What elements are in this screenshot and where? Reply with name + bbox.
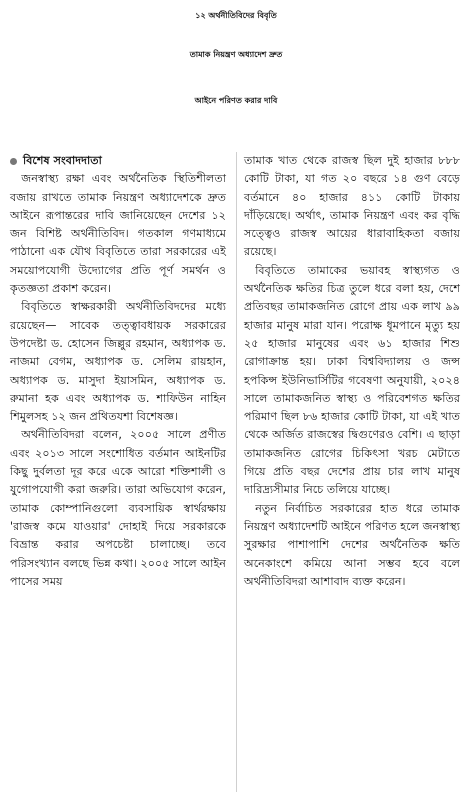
- article-paragraph: বিবৃতিতে স্বাক্ষরকারী অর্থনীতিবিদদের মধ্যে রয়েছেন— সাবেক তত্ত্বাবধায়ক সরকারের উপদেষ্টা ড. হোসেন জিল্লুর রহমান, অধ্যাপক ড. নাজমা বেগম, অধ্যাপক ড. সেলিম রায়হান, অধ্যাপক ড. মাসুদা ইয়াসমিন, অধ্যাপক ড. রুমানা হক এবং অধ্যাপক ড. শাফিউন নাহিন শিমুলসহ ১২ জন প্রথিতযশা বিশেষজ্ঞ।: [10, 300, 226, 424]
- byline: [10, 152, 226, 170]
- article-column-left: [10, 152, 226, 591]
- headline-line-1: তামাক নিয়ন্ত্রণ অধ্যাদেশ দ্রুত: [189, 50, 283, 59]
- article-paragraph: নতুন নির্বাচিত সরকারের হাত ধরে তামাক নিয়ন্ত্রণ অধ্যাদেশটি আইনে পরিণত হলে জনস্বাস্থ্য সুরক্ষার পাশাপাশি দেশের অর্থনৈতিক ক্ষতি অনেকাংশে কমিয়ে আনা সম্ভব হবে বলে অর্থনীতিবিদরা আশাবাদ ব্যক্ত করেন।: [244, 501, 460, 588]
- article-paragraph: অর্থনীতিবিদরা বলেন, ২০০৫ সালে প্রণীত এবং ২০১৩ সালে সংশোধিত বর্তমান আইনটির কিছু দুর্বলতা দূর করে একে আরো শক্তিশালী ও যুগোপযোগী করা জরুরি। তারা অভিযোগ করেন, তামাক কোম্পানিগুলো ব্যবসায়িক স্বার্থরক্ষায় 'রাজস্ব কমে যাওয়ার' দোহাই দিয়ে সরকারকে বিভ্রান্ত করার অপচেষ্টা চালাচ্ছে। তবে পরিসংখ্যান বলছে ভিন্ন কথা। ২০০৫ সালে আইন পাসের সময়: [10, 428, 226, 588]
- article-column-right: [244, 152, 460, 591]
- column-divider: [236, 152, 237, 792]
- article-headline: [0, 32, 472, 124]
- byline-text: বিশেষ সংবাদদাতা: [23, 154, 102, 167]
- article-paragraph: জনস্বাস্থ্য রক্ষা এবং অর্থনৈতিক স্থিতিশীলতা বজায় রাখতে তামাক নিয়ন্ত্রণ অধ্যাদেশকে দ্রুত আইনে রূপান্তরের দাবি জানিয়েছেন দেশের ১২ জন বিশিষ্ট অর্থনীতিবিদ। গতকাল গণমাধ্যমে পাঠানো এক যৌথ বিবৃতিতে তারা সরকারের এই সময়োপযোগী উদ্যোগের প্রতি পূর্ণ সমর্থন ও কৃতজ্ঞতা প্রকাশ করেন।: [10, 172, 226, 296]
- article-kicker: ১২ অর্থনীতিবিদের বিবৃতি: [195, 11, 277, 20]
- bullet-icon: [10, 158, 17, 165]
- article-paragraph: তামাক খাত থেকে রাজস্ব ছিল দুই হাজার ৮৮৮ কোটি টাকা, যা গত ২০ বছরে ১৪ গুণ বেড়ে বর্তমানে ৪০ হাজার ৪১১ কোটি টাকায় দাঁড়িয়েছে। অর্থাৎ, তামাক নিয়ন্ত্রণ এবং কর বৃদ্ধি সত্ত্বেও রাজস্ব আয়ের ধারাবাহিকতা বজায় রয়েছে।: [244, 154, 460, 259]
- headline-line-2: আইনে পরিণত করার দাবি: [194, 96, 278, 105]
- article-paragraph: বিবৃতিতে তামাকের ভয়াবহ স্বাস্থ্যগত ও অর্থনৈতিক ক্ষতির চিত্র তুলে ধরে বলা হয়, দেশে প্রতিবছর তামাকজনিত রোগে প্রায় এক লাখ ৯৯ হাজার মানুষ মারা যান। পরোক্ষ ধূমপানে মৃত্যু হয় ২৫ হাজার মানুষের এবং ৬১ হাজার শিশু রোগাক্রান্ত হয়। ঢাকা বিশ্ববিদ্যালয় ও জন্স হপকিন্স ইউনিভার্সিটির গবেষণা অনুযায়ী, ২০২৪ সালে তামাকজনিত স্বাস্থ্য ও পরিবেশগত ক্ষতির পরিমাণ ছিল ৮৬ হাজার কোটি টাকা, যা এই খাত থেকে অর্জিত রাজস্বের দ্বিগুণেরও বেশি। এ ছাড়া তামাকজনিত রোগের চিকিৎসা খরচ মেটাতে গিয়ে প্রতি বছর দেশের প্রায় চার লাখ মানুষ দারিদ্র্যসীমার নিচে তলিয়ে যাচ্ছে।: [244, 263, 460, 497]
